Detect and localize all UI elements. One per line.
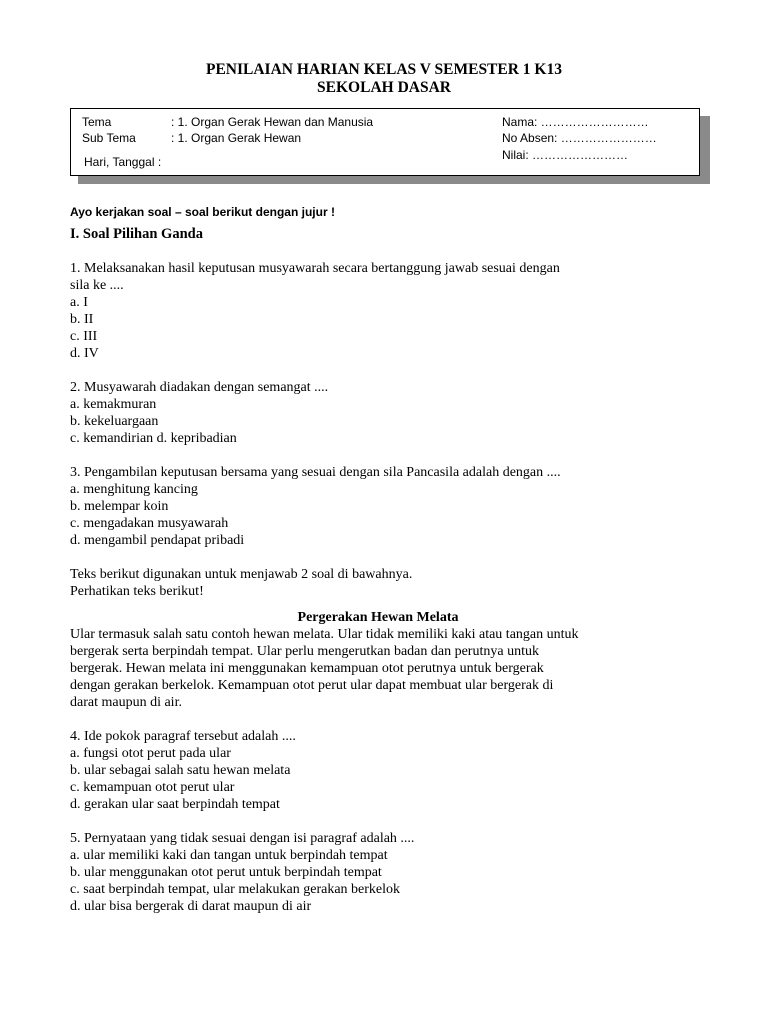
nama-field: Nama: ………………………: [502, 115, 649, 129]
question-2: 2. Musyawarah diadakan dengan semangat ....: [70, 380, 329, 395]
no-absen-field: No Absen: ……………………: [502, 131, 657, 145]
q5-option-d: d. ular bisa bergerak di darat maupun di air: [70, 899, 312, 914]
passage-line: darat maupun di air.: [70, 695, 182, 710]
passage-title: Pergerakan Hewan Melata: [297, 610, 459, 625]
q4-option-a: a. fungsi otot perut pada ular: [70, 746, 231, 761]
q1-option-a: a. I: [70, 295, 88, 310]
q3-option-b: b. melempar koin: [70, 499, 169, 514]
section-title: I. Soal Pilihan Ganda: [70, 226, 203, 242]
q4-option-d: d. gerakan ular saat berpindah tempat: [70, 797, 280, 812]
student-info-box: [70, 108, 700, 176]
q5-option-c: c. saat berpindah tempat, ular melakukan gerakan berkelok: [70, 882, 401, 897]
instruction-text: Ayo kerjakan soal – soal berikut dengan jujur !: [70, 205, 335, 219]
q1-option-d: d. IV: [70, 346, 99, 361]
passage-line: Ular termasuk salah satu contoh hewan melata. Ular tidak memiliki kaki atau tangan untuk: [70, 627, 579, 642]
question-4: 4. Ide pokok paragraf tersebut adalah ....: [70, 729, 296, 744]
q3-option-a: a. menghitung kancing: [70, 482, 198, 497]
question-5: 5. Pernyataan yang tidak sesuai dengan isi paragraf adalah ....: [70, 831, 415, 846]
question-1-line1: 1. Melaksanakan hasil keputusan musyawarah secara bertanggung jawab sesuai dengan: [70, 261, 560, 276]
subtema-value: : 1. Organ Gerak Hewan: [171, 131, 302, 145]
q3-option-c: c. mengadakan musyawarah: [70, 516, 229, 531]
q5-option-b: b. ular menggunakan otot perut untuk berpindah tempat: [70, 865, 382, 880]
passage-intro-line2: Perhatikan teks berikut!: [70, 584, 204, 599]
passage-line: bergerak. Hewan melata ini menggunakan kemampuan otot perutnya untuk bergerak: [70, 661, 544, 676]
tema-label: Tema: [82, 115, 112, 129]
q2-option-a: a. kemakmuran: [70, 397, 157, 412]
q3-option-d: d. mengambil pendapat pribadi: [70, 533, 245, 548]
question-1-line2: sila ke ....: [70, 278, 124, 293]
q4-option-b: b. ular sebagai salah satu hewan melata: [70, 763, 291, 778]
hari-tanggal-label: Hari, Tanggal :: [84, 155, 162, 169]
nilai-field: Nilai: ……………………: [502, 148, 629, 162]
q1-option-c: c. III: [70, 329, 98, 344]
q2-option-b: b. kekeluargaan: [70, 414, 159, 429]
q4-option-c: c. kemampuan otot perut ular: [70, 780, 235, 795]
q2-option-cd: c. kemandirian d. kepribadian: [70, 431, 237, 446]
subtema-label: Sub Tema: [82, 131, 136, 145]
passage-intro-line1: Teks berikut digunakan untuk menjawab 2 soal di bawahnya.: [70, 567, 413, 582]
page-title: PENILAIAN HARIAN KELAS V SEMESTER 1 K13: [205, 61, 562, 78]
q1-option-b: b. II: [70, 312, 94, 327]
q5-option-a: a. ular memiliki kaki dan tangan untuk berpindah tempat: [70, 848, 388, 863]
page-subtitle: SEKOLAH DASAR: [317, 79, 451, 96]
tema-value: : 1. Organ Gerak Hewan dan Manusia: [171, 115, 374, 129]
questions-body: [70, 260, 710, 915]
passage-line: bergerak serta berpindah tempat. Ular perlu mengerutkan badan dan perutnya untuk: [70, 644, 539, 659]
passage-line: dengan gerakan berkelok. Kemampuan otot perut ular dapat membuat ular bergerak di: [70, 678, 554, 693]
question-3: 3. Pengambilan keputusan bersama yang sesuai dengan sila Pancasila adalah dengan ....: [70, 465, 561, 480]
